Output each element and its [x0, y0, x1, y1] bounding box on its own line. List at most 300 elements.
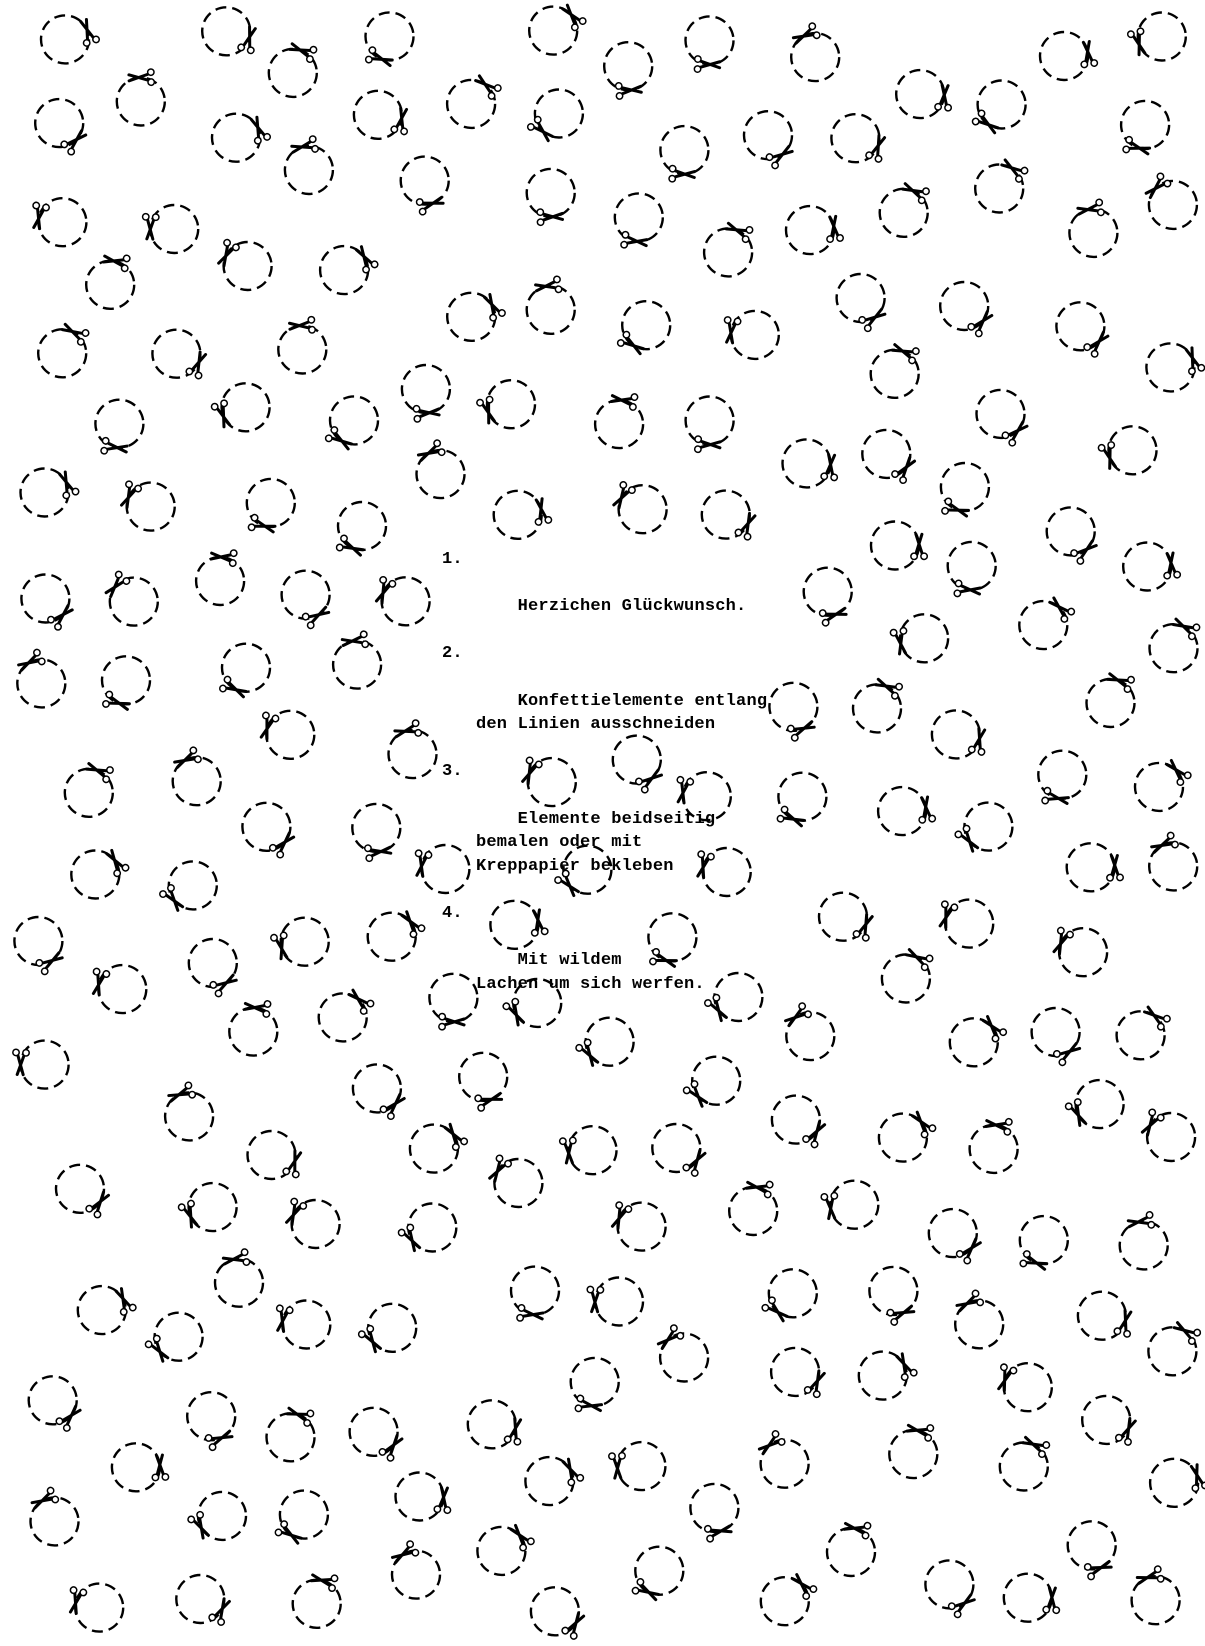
- confetti-element: [821, 1181, 878, 1229]
- scissors-icon: [1041, 787, 1069, 809]
- confetti-element: [1004, 1574, 1061, 1622]
- scissors-icon: [244, 998, 271, 1017]
- scissors-icon: [441, 1121, 469, 1151]
- confetti-element: [390, 1540, 440, 1599]
- scissors-icon: [172, 746, 202, 772]
- confetti-element: [56, 1165, 113, 1219]
- scissors-icon: [30, 1486, 60, 1512]
- instruction-number: 1.: [442, 550, 463, 569]
- scissors-icon: [378, 1432, 406, 1462]
- confetti-element: [1082, 1396, 1140, 1446]
- dashed-circle-icon: [396, 1473, 444, 1521]
- confetti-element: [196, 548, 244, 605]
- scissors-icon: [187, 1511, 213, 1541]
- confetti-element: [631, 1547, 683, 1605]
- confetti-element: [389, 719, 437, 778]
- dashed-circle-icon: [878, 787, 926, 835]
- confetti-element: [447, 292, 506, 341]
- scissors-icon: [76, 18, 100, 47]
- scissors-icon: [616, 330, 646, 358]
- scissors-icon: [537, 208, 563, 225]
- instructions-list: [442, 548, 802, 1020]
- confetti-element: [1123, 543, 1180, 591]
- confetti-element: [1064, 1080, 1123, 1128]
- confetti-element: [1127, 13, 1186, 61]
- scissors-icon: [352, 244, 379, 274]
- confetti-element: [30, 1486, 79, 1545]
- confetti-element: [152, 330, 210, 380]
- scissors-icon: [1021, 1433, 1051, 1459]
- confetti-element: [1038, 751, 1086, 809]
- scissors-icon: [761, 1296, 791, 1325]
- confetti-element: [29, 198, 87, 246]
- dashed-circle-icon: [686, 16, 734, 64]
- scissors-icon: [416, 439, 446, 465]
- instruction-item: [442, 548, 802, 642]
- confetti-element: [604, 42, 652, 99]
- confetti-element: [447, 72, 502, 128]
- scissors-icon: [55, 1403, 84, 1433]
- scissors-icon: [65, 1586, 87, 1614]
- scissors-icon: [1098, 441, 1121, 470]
- confetti-element: [575, 1018, 634, 1068]
- scissors-icon: [891, 454, 919, 484]
- confetti-element: [609, 481, 666, 534]
- confetti-element: [686, 397, 734, 453]
- scissors-icon: [1046, 594, 1076, 623]
- scissors-icon: [167, 1081, 197, 1106]
- scissors-icon: [682, 1147, 709, 1177]
- dashed-circle-icon: [527, 286, 575, 334]
- scissors-icon: [916, 796, 935, 823]
- confetti-element: [416, 439, 464, 498]
- confetti-element: [117, 480, 175, 531]
- confetti-element: [282, 571, 332, 630]
- scissors-icon: [746, 1177, 774, 1198]
- scissors-icon: [1163, 757, 1192, 787]
- confetti-element: [970, 1115, 1018, 1172]
- confetti-element: [372, 576, 430, 626]
- confetti-element: [869, 1267, 917, 1326]
- dashed-circle-icon: [278, 326, 326, 374]
- confetti-element: [559, 1126, 616, 1174]
- confetti-element: [269, 39, 318, 97]
- confetti-element: [65, 1584, 123, 1632]
- confetti-element: [925, 1560, 977, 1618]
- scissors-icon: [285, 1403, 314, 1427]
- confetti-element: [95, 400, 143, 457]
- confetti-element: [761, 1571, 818, 1625]
- scissors-icon: [357, 1324, 384, 1354]
- instruction-number: 4.: [442, 903, 463, 923]
- confetti-element: [1078, 1292, 1136, 1340]
- confetti-element: [212, 114, 271, 162]
- scissors-icon: [802, 1119, 829, 1149]
- confetti-element: [270, 918, 329, 966]
- confetti-element: [214, 238, 272, 290]
- scissors-icon: [394, 719, 423, 741]
- scissors-icon: [16, 648, 46, 674]
- scissors-icon: [1084, 1557, 1113, 1581]
- dashed-circle-icon: [604, 42, 652, 90]
- confetti-element: [1056, 302, 1111, 358]
- confetti-element: [511, 1267, 559, 1324]
- confetti-element: [267, 1403, 315, 1461]
- confetti-element: [704, 218, 754, 276]
- confetti-element: [1138, 1108, 1195, 1161]
- dashed-circle-icon: [1120, 1221, 1168, 1269]
- confetti-element: [397, 1204, 456, 1254]
- scissors-icon: [1052, 1039, 1082, 1067]
- confetti-element: [1120, 1211, 1168, 1269]
- confetti-element: [879, 1109, 937, 1162]
- scissors-icon: [955, 1289, 985, 1315]
- scissors-icon: [85, 1189, 113, 1219]
- scissors-icon: [704, 1521, 732, 1543]
- scissors-icon: [1136, 1565, 1165, 1588]
- scissors-icon: [211, 399, 235, 428]
- scissors-icon: [88, 968, 110, 996]
- scissors-icon: [397, 1223, 424, 1253]
- dashed-circle-icon: [215, 1259, 263, 1307]
- scissors-icon: [825, 216, 844, 243]
- confetti-element: [476, 380, 535, 428]
- dashed-circle-icon: [494, 491, 542, 539]
- scissors-icon: [129, 69, 155, 86]
- confetti-element: [86, 251, 134, 309]
- confetti-element: [702, 491, 760, 541]
- confetti-element: [293, 1570, 341, 1628]
- confetti-element: [889, 1420, 937, 1478]
- confetti-element: [827, 1518, 875, 1576]
- dashed-circle-icon: [1123, 543, 1171, 591]
- confetti-element: [1047, 507, 1100, 565]
- scissors-icon: [1127, 27, 1150, 56]
- confetti-element: [529, 2, 587, 55]
- scissors-icon: [1171, 614, 1201, 640]
- scissors-icon: [101, 437, 128, 457]
- instruction-item: [442, 760, 802, 902]
- confetti-element: [102, 656, 150, 714]
- confetti-element: [1069, 199, 1117, 257]
- confetti-element: [112, 1443, 169, 1491]
- scissors-icon: [1049, 926, 1074, 956]
- scissors-icon: [434, 1487, 453, 1514]
- confetti-element: [402, 365, 450, 422]
- confetti-element: [1149, 831, 1197, 890]
- confetti-element: [1019, 594, 1075, 649]
- confetti-element: [350, 1408, 407, 1462]
- dashed-circle-icon: [196, 557, 244, 605]
- confetti-element: [954, 803, 1012, 855]
- dashed-circle-icon: [150, 205, 198, 253]
- scissors-icon: [947, 1591, 977, 1619]
- scissors-icon: [142, 213, 159, 239]
- scissors-icon: [391, 107, 412, 135]
- confetti-element: [756, 1430, 808, 1488]
- confetti-element: [14, 917, 65, 976]
- confetti-element: [1067, 843, 1124, 891]
- confetti-element: [78, 1286, 137, 1334]
- confetti-element: [285, 135, 333, 194]
- scissors-icon: [575, 1038, 602, 1068]
- scissors-icon: [559, 1137, 577, 1163]
- scissors-icon: [1141, 1003, 1171, 1031]
- confetti-element: [176, 1575, 234, 1626]
- scissors-icon: [906, 1420, 934, 1441]
- confetti-element: [320, 244, 379, 294]
- instruction-text: Konfettielemente entlang den Linien ausschneiden: [476, 691, 768, 735]
- scissors-icon: [416, 193, 445, 216]
- scissors-icon: [214, 238, 240, 268]
- dashed-circle-icon: [117, 78, 165, 126]
- scissors-icon: [1064, 1098, 1089, 1128]
- confetti-element: [278, 316, 326, 373]
- confetti-element: [352, 804, 400, 862]
- scissors-icon: [789, 1571, 818, 1601]
- confetti-element: [16, 648, 65, 707]
- scissors-icon: [282, 1149, 305, 1178]
- scissors-icon: [904, 945, 934, 972]
- scissors-icon: [144, 1334, 172, 1364]
- confetti-element: [1049, 926, 1107, 976]
- scissors-icon: [941, 497, 970, 521]
- scissors-icon: [29, 202, 50, 230]
- instruction-number: 2.: [442, 644, 463, 664]
- confetti-element: [527, 169, 575, 226]
- confetti-element: [896, 70, 953, 118]
- confetti-element: [761, 1269, 817, 1324]
- scissors-icon: [756, 1430, 786, 1458]
- scissors-icon: [1083, 329, 1112, 359]
- confetti-element: [273, 1301, 331, 1349]
- scissors-icon: [185, 350, 210, 380]
- confetti-element: [459, 1053, 507, 1112]
- confetti-element: [335, 502, 386, 560]
- confetti-element: [144, 1313, 202, 1365]
- scissors-icon: [954, 824, 982, 854]
- confetti-element: [975, 156, 1029, 213]
- scissors-icon: [682, 1080, 711, 1110]
- scissors-icon: [274, 1520, 304, 1548]
- confetti-element: [878, 787, 936, 835]
- confetti-element: [1117, 1003, 1172, 1059]
- confetti-element: [38, 320, 90, 378]
- scissors-icon: [504, 1417, 526, 1445]
- confetti-element: [941, 463, 989, 521]
- scissors-icon: [151, 1455, 169, 1481]
- confetti-element: [242, 803, 297, 859]
- confetti-element: [871, 522, 927, 570]
- confetti-element: [729, 1177, 777, 1235]
- scissors-icon: [821, 454, 840, 481]
- confetti-element: [357, 1304, 416, 1355]
- confetti-element: [282, 1197, 340, 1248]
- scissors-icon: [480, 292, 506, 322]
- confetti-element: [571, 1358, 619, 1416]
- dashed-circle-icon: [830, 1181, 878, 1229]
- scissors-icon: [967, 308, 996, 338]
- scissors-icon: [609, 481, 636, 511]
- confetti-element: [215, 1248, 263, 1306]
- confetti-element: [1132, 1565, 1180, 1624]
- scissors-icon: [237, 25, 260, 54]
- scissors-icon: [364, 842, 391, 862]
- instruction-text: Mit wildem Lachen um sich werfen.: [476, 951, 705, 994]
- confetti-element: [485, 1154, 542, 1207]
- dashed-circle-icon: [660, 126, 708, 174]
- scissors-icon: [211, 548, 238, 567]
- dashed-circle-icon: [896, 70, 944, 118]
- confetti-element: [401, 157, 449, 216]
- confetti-element: [971, 81, 1025, 137]
- confetti-element: [862, 430, 918, 485]
- confetti-element: [219, 644, 270, 702]
- confetti-element: [229, 998, 277, 1055]
- scissors-icon: [669, 165, 695, 182]
- confetti-element: [1150, 614, 1201, 672]
- confetti-element: [159, 861, 217, 913]
- scissors-icon: [474, 1089, 503, 1112]
- scissors-icon: [345, 986, 375, 1015]
- scissors-icon: [695, 436, 721, 453]
- confetti-element: [353, 1064, 408, 1120]
- confetti-element: [859, 1352, 918, 1400]
- scissors-icon: [256, 711, 279, 740]
- dashed-circle-icon: [595, 1278, 643, 1326]
- scissors-icon: [1115, 1416, 1140, 1446]
- scissors-icon: [301, 603, 331, 630]
- confetti-element: [21, 469, 80, 517]
- scissors-icon: [891, 340, 921, 365]
- confetti-element: [41, 15, 100, 63]
- confetti-element: [187, 1492, 246, 1541]
- confetti-element: [786, 206, 844, 254]
- confetti-element: [274, 1491, 328, 1548]
- scissors-icon: [721, 316, 741, 343]
- confetti-element: [178, 1183, 237, 1231]
- scissors-icon: [159, 884, 187, 914]
- confetti-element: [142, 205, 199, 253]
- scissors-icon: [1122, 136, 1151, 159]
- instruction-item: [442, 902, 802, 1020]
- instruction-number: 3.: [442, 762, 463, 782]
- scissors-icon: [209, 971, 239, 998]
- confetti-element: [608, 1201, 666, 1251]
- scissors-icon: [611, 390, 638, 410]
- confetti-element: [744, 111, 795, 170]
- scissors-icon: [472, 72, 502, 101]
- scissors-icon: [365, 46, 394, 70]
- scissors-icon: [1149, 831, 1179, 857]
- confetti-element: [1148, 1318, 1201, 1375]
- scissors-icon: [526, 115, 556, 144]
- confetti-element: [882, 945, 934, 1002]
- confetti-element: [783, 439, 840, 487]
- scissors-icon: [1077, 199, 1105, 220]
- scissors-icon: [821, 1192, 840, 1219]
- scissors-icon: [111, 1286, 137, 1316]
- scissors-icon: [291, 135, 319, 157]
- confetti-element: [526, 90, 583, 145]
- confetti-element: [187, 1392, 235, 1451]
- confetti-element: [682, 1057, 740, 1110]
- instruction-item: [442, 642, 802, 760]
- dashed-circle-icon: [527, 169, 575, 217]
- dashed-circle-icon: [783, 439, 831, 487]
- scissors-icon: [791, 22, 821, 48]
- confetti-element: [247, 479, 295, 537]
- scissors-icon: [282, 1197, 308, 1227]
- confetti-element: [890, 614, 948, 662]
- confetti-element: [1019, 1216, 1068, 1274]
- dashed-circle-icon: [569, 1126, 617, 1174]
- scissors-icon: [390, 1540, 420, 1567]
- scissors-icon: [724, 218, 754, 243]
- scissors-icon: [935, 85, 954, 112]
- confetti-element: [172, 746, 220, 805]
- confetti-element: [319, 986, 375, 1041]
- scissors-icon: [412, 850, 432, 878]
- confetti-element: [29, 1376, 84, 1432]
- scissors-icon: [971, 109, 1001, 137]
- confetti-element: [396, 1473, 453, 1521]
- scissors-icon: [908, 1109, 936, 1139]
- scissors-icon: [615, 81, 641, 99]
- confetti-element: [955, 1289, 1004, 1348]
- confetti-element: [189, 939, 239, 998]
- scissors-icon: [819, 604, 848, 627]
- scissors-icon: [954, 580, 981, 599]
- scissors-icon: [270, 932, 292, 960]
- scissors-icon: [60, 127, 90, 156]
- confetti-element: [102, 570, 158, 626]
- confetti-element: [1146, 343, 1205, 391]
- confetti-element: [690, 1484, 738, 1543]
- scissors-icon: [324, 426, 354, 454]
- confetti-element: [365, 12, 414, 70]
- scissors-icon: [35, 948, 65, 975]
- confetti-element: [368, 909, 426, 961]
- scissors-icon: [621, 231, 648, 251]
- confetti-element: [256, 711, 314, 759]
- scissors-icon: [559, 1457, 585, 1487]
- confetti-element: [1098, 426, 1157, 474]
- confetti-element: [1135, 757, 1192, 811]
- confetti-element: [1143, 172, 1197, 229]
- scissors-icon: [890, 627, 911, 655]
- scissors-icon: [1070, 537, 1100, 566]
- dashed-circle-icon: [617, 1442, 665, 1490]
- scissors-icon: [273, 1305, 294, 1333]
- scissors-icon: [222, 1248, 250, 1269]
- confetti-element: [686, 16, 734, 73]
- scissors-icon: [268, 829, 297, 859]
- dashed-circle-icon: [333, 641, 381, 689]
- scissors-icon: [1143, 172, 1172, 201]
- confetti-element: [660, 126, 708, 183]
- scissors-icon: [694, 56, 720, 73]
- scissors-icon: [178, 1200, 202, 1229]
- confetti-element: [721, 311, 778, 359]
- scissors-icon: [55, 470, 80, 500]
- scissors-icon: [999, 156, 1029, 184]
- confetti-element: [527, 276, 575, 334]
- confetti-element: [880, 179, 931, 237]
- confetti-element: [1150, 1459, 1205, 1507]
- scissors-icon: [535, 276, 562, 296]
- confetti-element: [202, 7, 260, 55]
